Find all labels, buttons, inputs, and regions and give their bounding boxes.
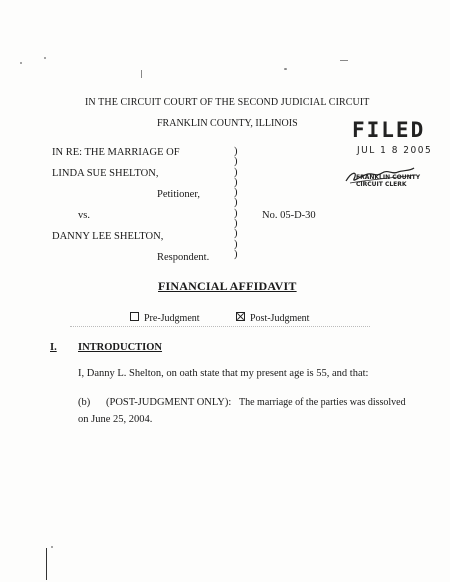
section-heading (50, 342, 163, 354)
petitioner-label: Petitioner, (157, 189, 201, 200)
scan-speck (51, 546, 53, 548)
clerk-label: CIRCUIT CLERK (356, 181, 407, 188)
petitioner-name: LINDA SUE SHELTON, (52, 168, 159, 179)
post-judgment-checkbox[interactable] (236, 312, 309, 324)
scan-edge-mark (46, 548, 47, 580)
pre-judgment-label: Pre-Judgment (144, 313, 200, 324)
caption-brackets: ) ) ) ) ) ) ) ) ) ) ) (234, 146, 238, 260)
post-judgment-label: Post-Judgment (250, 313, 310, 324)
section-number: I. (50, 342, 57, 353)
filed-stamp: FILED (352, 118, 426, 142)
document-title: FINANCIAL AFFIDAVIT (158, 279, 297, 293)
scan-speck (340, 60, 348, 61)
checkbox-empty-icon (130, 312, 139, 321)
case-number: No. 05-D-30 (262, 210, 316, 221)
filed-stamp-date: JUL 1 8 2005 (357, 145, 433, 157)
section-title: INTRODUCTION (78, 342, 163, 353)
scan-speck (141, 70, 142, 78)
versus: vs. (78, 210, 90, 221)
pre-judgment-checkbox[interactable] (130, 312, 200, 324)
respondent-label: Respondent. (157, 252, 210, 263)
oath-statement: I, Danny L. Shelton, on oath state that my present age is 55, and that: (78, 368, 369, 379)
item-text: The marriage of the parties was dissolved (239, 397, 406, 408)
filed-stamp-county (356, 174, 420, 188)
respondent-name: DANNY LEE SHELTON, (52, 231, 164, 242)
caption-in-re: IN RE: THE MARRIAGE OF (52, 147, 180, 158)
item-text-continued: on June 25, 2004. (78, 414, 153, 425)
scan-speck (284, 68, 287, 70)
checkbox-checked-icon (236, 312, 245, 321)
court-county: FRANKLIN COUNTY, ILLINOIS (157, 118, 298, 129)
county-label: FRANKLIN COUNTY (356, 174, 421, 181)
court-name: IN THE CIRCUIT COURT OF THE SECOND JUDICIAL CIRCUIT (85, 97, 370, 108)
faint-divider (70, 326, 370, 327)
item-letter: (b) (78, 397, 91, 408)
scan-speck (44, 57, 46, 59)
scan-speck (20, 62, 22, 64)
item-label: (POST-JUDGMENT ONLY): (106, 397, 232, 408)
